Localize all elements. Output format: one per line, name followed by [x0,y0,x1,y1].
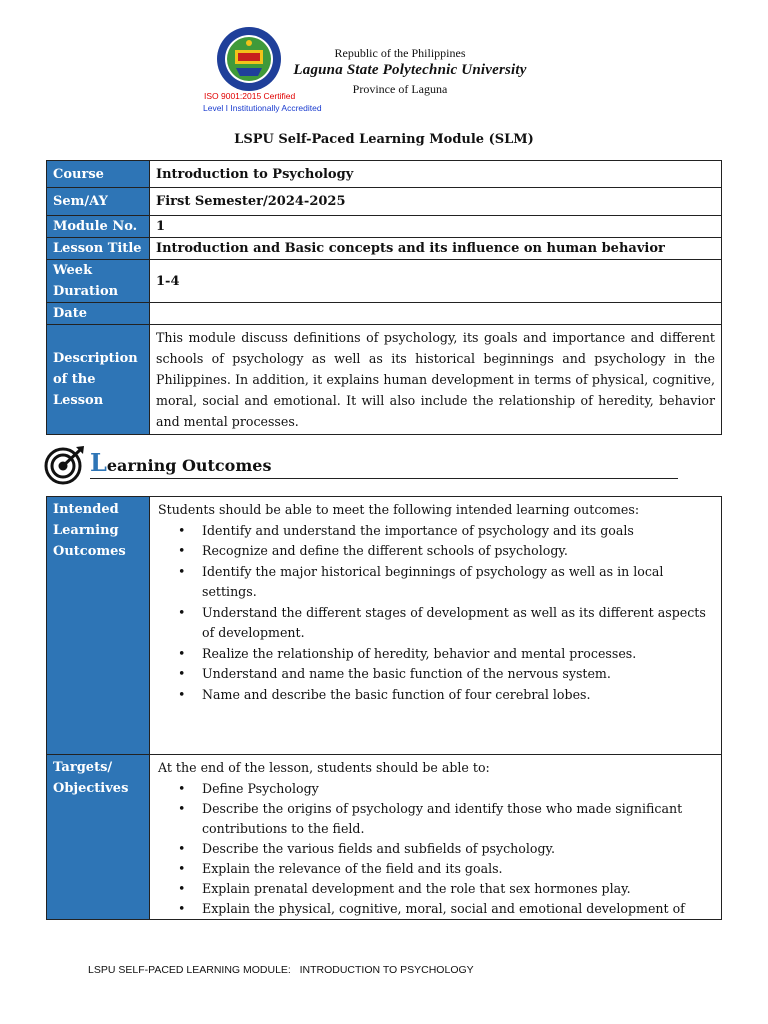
sem-ay-value: First Semester/2024-2025 [150,188,722,216]
description-label-line2: of the [53,372,96,387]
list-item: • Identify and understand the importance of psychology and its goals [202,521,713,542]
intended-label-line2: Learning [53,523,119,538]
targets-list [158,779,713,919]
targets-intro: At the end of the lesson, students should be able to: [158,760,490,775]
list-item: • Define Psychology [202,779,713,799]
outcomes-table [46,496,722,920]
list-item: • Recognize and define the different schools of psychology. [202,541,713,562]
description-value: This module discuss definitions of psychology, its goals and importance and different schools of psychology as well as its historical beginnings and psychology in the Philippines. In addition, it explains human development in terms of physical, cognitive, moral, social and emotional. It will also include the relationship of heredity, behavior and mental processes. [150,325,722,435]
target-icon [44,444,86,486]
intended-label-line1: Intended [53,502,119,517]
week-duration-value: 1-4 [150,260,722,303]
list-item: • Describe the various fields and subfields of psychology. [202,839,713,859]
intended-outcomes-label [47,497,150,755]
list-item: • Understand and name the basic function of the nervous system. [202,664,713,685]
province-text: Province of Laguna [352,82,448,96]
table-row [47,238,722,260]
university-seal-logo [216,26,282,92]
list-item: • Understand the different stages of development as well as its different aspects of development. [202,603,713,644]
intended-label-line3: Outcomes [53,544,126,559]
date-label: Date [47,303,150,325]
targets-objectives-label [47,755,150,920]
list-item: • Name and describe the basic function of four cerebral lobes. [202,685,713,706]
table-row [47,303,722,325]
republic-text: Republic of the Philippines [334,46,466,60]
targets-label-line1: Targets/ [53,760,113,775]
learning-outcomes-heading [90,448,271,477]
table-row [47,161,722,188]
table-row [47,260,722,303]
heading-rest: earning Outcomes [106,456,272,475]
description-label [47,325,150,435]
intended-intro: Students should be able to meet the following intended learning outcomes: [158,502,640,517]
module-no-value: 1 [150,216,722,238]
table-row [47,325,722,435]
date-value [150,303,722,325]
iso-certification: ISO 9001:2015 Certified [204,91,296,101]
list-item: • Explain the physical, cognitive, moral, social and emotional development of [202,899,713,919]
table-row [47,755,722,920]
description-label-line1: Description [53,351,138,366]
university-name: Laguna State Polytechnic University [293,62,527,78]
sem-ay-label: Sem/AY [47,188,150,216]
list-item: • Explain prenatal development and the role that sex hormones play. [202,879,713,899]
heading-initial: L [90,448,107,477]
course-label: Course [47,161,150,188]
lesson-title-label: Lesson Title [47,238,150,260]
course-info-table [46,160,722,435]
accreditation-text: Level I Institutionally Accredited [203,103,322,113]
targets-objectives-body [150,755,722,920]
table-row [47,188,722,216]
list-item: • Realize the relationship of heredity, behavior and mental processes. [202,644,713,665]
week-duration-label-line1: Week [53,263,93,278]
week-duration-label-line2: Duration [53,284,119,299]
table-row [47,216,722,238]
list-item: • Describe the origins of psychology and identify those who made significant contributions to the field. [202,799,713,839]
week-duration-label [47,260,150,303]
list-item: • Identify the major historical beginnings of psychology as well as in local settings. [202,562,713,603]
list-item: • Explain the relevance of the field and its goals. [202,859,713,879]
heading-underline [90,478,678,479]
course-value: Introduction to Psychology [150,161,722,188]
module-no-label: Module No. [47,216,150,238]
intended-outcomes-list [158,521,713,706]
page-footer: LSPU SELF-PACED LEARNING MODULE: INTRODUCTION TO PSYCHOLOGY [88,964,474,976]
table-row [47,497,722,755]
targets-label-line2: Objectives [53,781,129,796]
module-title: LSPU Self-Paced Learning Module (SLM) [234,132,534,147]
intended-outcomes-body [150,497,722,755]
lesson-title-value: Introduction and Basic concepts and its influence on human behavior [150,238,722,260]
description-label-line3: Lesson [53,393,104,408]
